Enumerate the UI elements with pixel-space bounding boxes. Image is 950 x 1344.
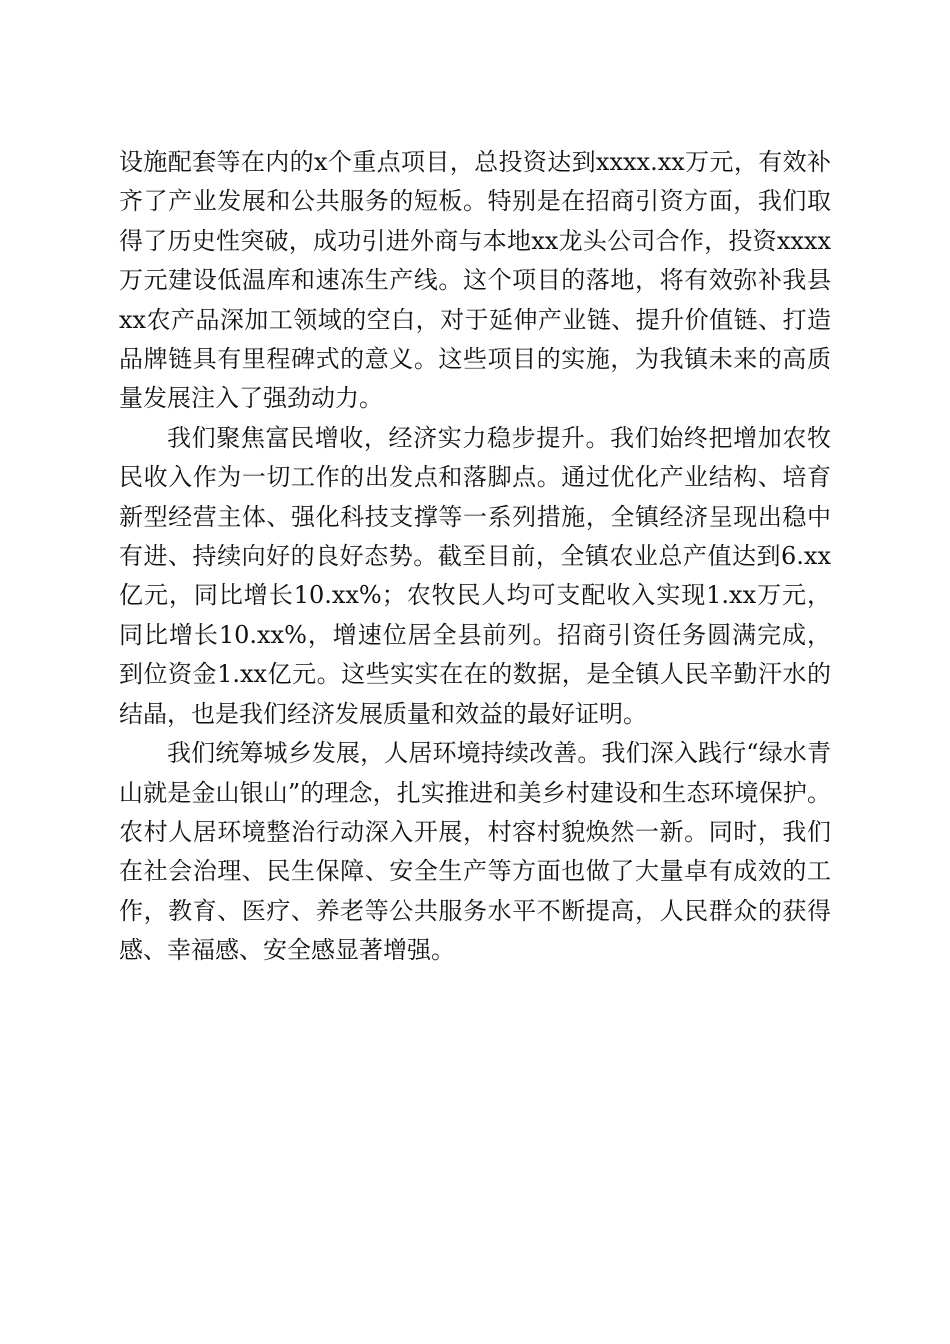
paragraph-projects: 设施配套等在内的x个重点项目，总投资达到xxxx.xx万元，有效补齐了产业发展和公共服务的短板。特别是在招商引资方面，我们取得了历史性突破，成功引进外商与本地xx龙头公司合作，投资xxxx万元建设低温库和速冻生产线。这个项目的落地，将有效弥补我县xx农产品深加工领域的空白，对于延伸产业链、提升价值链、打造品牌链具有里程碑式的意义。这些项目的实施，为我镇未来的高质量发展注入了强劲动力。: [119, 148, 831, 413]
paragraph-income: 我们聚焦富民增收，经济实力稳步提升。我们始终把增加农牧民收入作为一切工作的出发点和落脚点。通过优化产业结构、培育新型经营主体、强化科技支撑等一系列措施，全镇经济呈现出稳中有进、持续向好的良好态势。截至目前，全镇农业总产值达到6.xx亿元，同比增长10.xx%；农牧民人均可支配收入实现1.xx万元，同比增长10.xx%，增速位居全县前列。招商引资任务圆满完成，到位资金1.xx亿元。这些实实在在的数据，是全镇人民辛勤汗水的结晶，也是我们经济发展质量和效益的最好证明。: [119, 423, 831, 728]
paragraph-environment: 我们统筹城乡发展，人居环境持续改善。我们深入践行“绿水青山就是金山银山”的理念，扎实推进和美乡村建设和生态环境保护。农村人居环境整治行动深入开展，村容村貌焕然一新。同时，我们在社会治理、民生保障、安全生产等方面也做了大量卓有成效的工作，教育、医疗、养老等公共服务水平不断提高，人民群众的获得感、幸福感、安全感显著增强。: [119, 739, 831, 965]
document-body: [119, 143, 831, 971]
